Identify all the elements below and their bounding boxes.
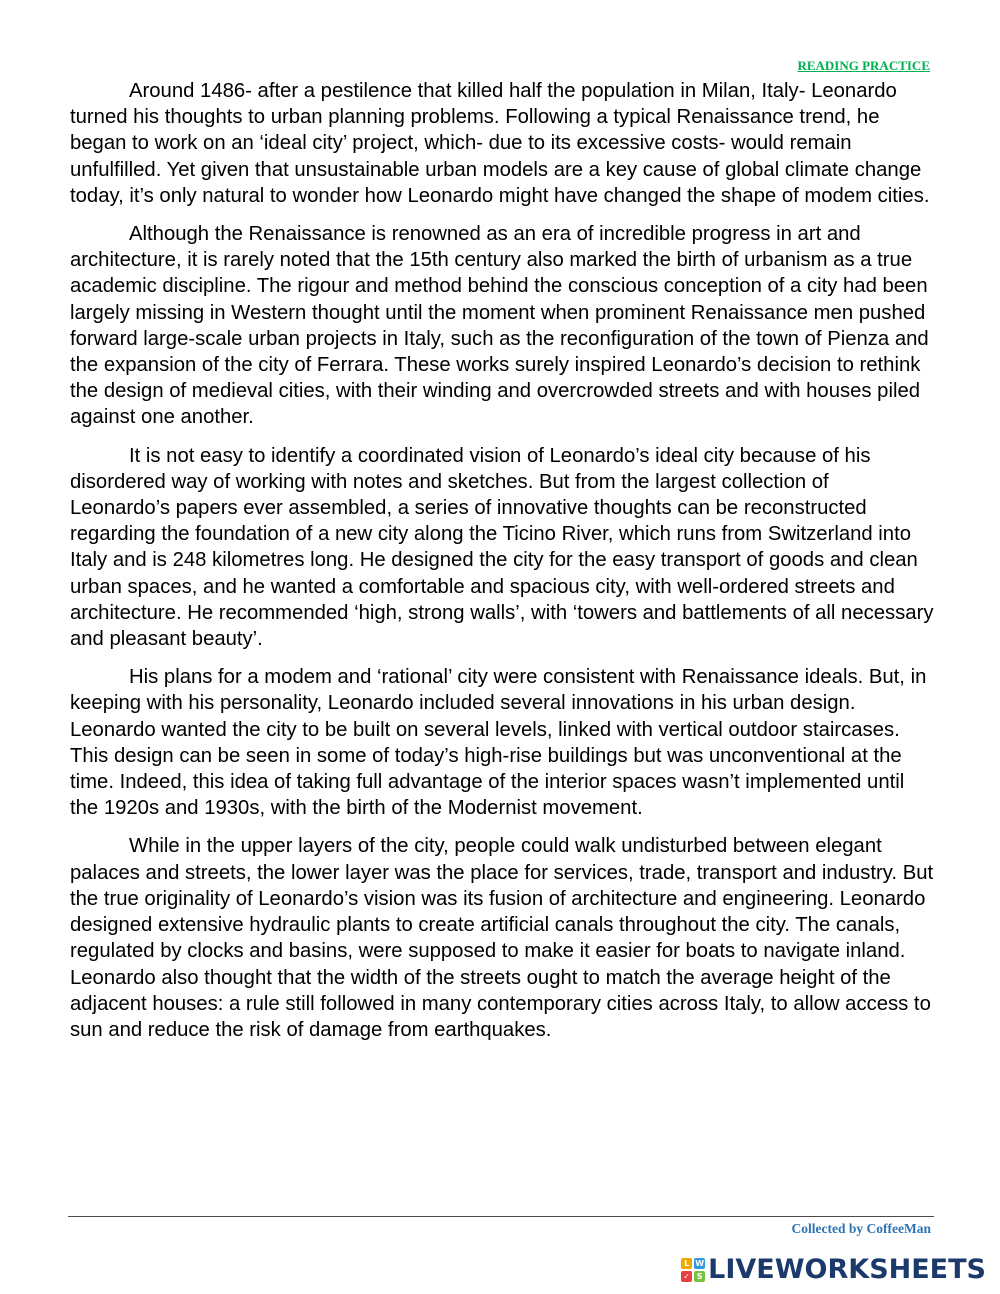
collector-credit: Collected by CoffeeMan: [791, 1221, 931, 1236]
paragraph-5: While in the upper layers of the city, people could walk undisturbed between elegant palaces and streets, the lower layer was the place for services, trade, transport and industry. But the true originality of Leonardo’s vision was its fusion of architecture and engineering. Leonardo designed extensive hydraulic plants to create artificial canals throughout the city. The canals, regulated by clocks and basins, were supposed to make it easier for boats to navigate inland. Leonardo also thought that the width of the streets ought to match the average height of the adjacent houses: a rule still followed in many contemporary cities across Italy, to allow access to sun and reduce the risk of damage from earthquakes.: [70, 835, 934, 1041]
liveworksheets-wordmark: LIVEWORKSHEETS: [708, 1254, 986, 1285]
article-body: [70, 78, 934, 1055]
paragraph-1: Around 1486- after a pestilence that killed half the population in Milan, Italy- Leonardo turned his thoughts to urban planning problems. Following a typical Renaissance trend, he began to work on an ‘ideal city’ project, which- due to its excessive costs- would remain unfulfilled. Yet given that unsustainable urban models are a key cause of global climate change today, it’s only natural to wonder how Leonardo might have changed the shape of modem cities.: [70, 80, 930, 207]
logo-tile-2: W: [695, 1259, 705, 1268]
footer-divider: [68, 1216, 934, 1217]
logo-tile-3: ✓: [681, 1271, 692, 1282]
logo-tile-4: S: [694, 1271, 705, 1282]
liveworksheets-brand[interactable]: [681, 1253, 986, 1287]
logo-tile-1: L: [681, 1258, 692, 1269]
paragraph-3: It is not easy to identify a coordinated vision of Leonardo’s ideal city because of his disordered way of working with notes and sketches. But from the largest collection of Leonardo’s papers ever assembled, a series of innovative thoughts can be reconstructed regarding the foundation of a new city along the Ticino River, which runs from Switzerland into Italy and is 248 kilometres long. He designed the city for the easy transport of goods and clean urban spaces, and he wanted a comfortable and spacious city, with well-ordered streets and architecture. He recommended ‘high, strong walls’, with ‘towers and battlements of all necessary and pleasant beauty’.: [70, 444, 934, 651]
paragraph-4: His plans for a modem and ‘rational’ city were consistent with Renaissance ideals. But, in keeping with his personality, Leonardo included several innovations in his urban design. Leonardo wanted the city to be built on several levels, linked with vertical outdoor staircases. This design can be seen in some of today’s high-rise buildings but was unconventional at the time. Indeed, this idea of taking full advantage of the interior spaces wasn’t implemented until the 1920s and 1930s, with the birth of the Modernist movement.: [70, 666, 927, 820]
paragraph-2: Although the Renaissance is renowned as an era of incredible progress in art and architecture, it is rarely noted that the 15th century also marked the birth of urbanism as a true academic discipline. The rigour and method behind the conscious conception of a city had been largely missing in Western thought until the moment when prominent Renaissance men pushed forward large-scale urban projects in Italy, such as the reconfiguration of the town of Pienza and the expansion of the city of Ferrara. These works surely inspired Leonardo’s decision to rethink the design of medieval cities, with their winding and overcrowded streets and with houses piled against one another.: [70, 223, 929, 429]
liveworksheets-logo-icon: [681, 1258, 705, 1282]
reading-practice-label: READING PRACTICE: [797, 58, 930, 73]
